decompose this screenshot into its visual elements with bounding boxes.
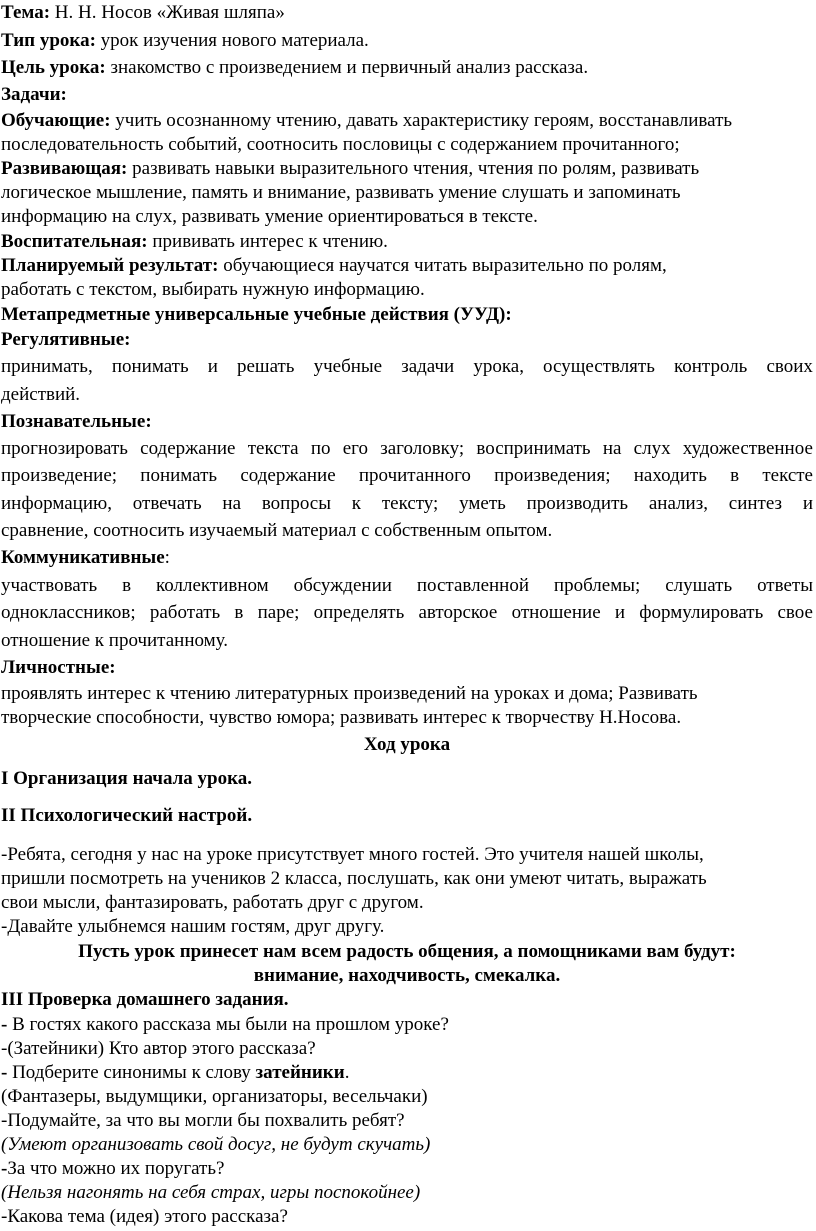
word: тексту; — [381, 493, 439, 514]
word: тексте — [762, 465, 813, 486]
word: прогнозировать — [1, 438, 128, 459]
hw-question-5: -За что можно их поругать? — [1, 1158, 225, 1179]
developing-label: Развивающая: — [1, 158, 128, 179]
cognitive-line-4: сравнение, соотносить изучаемый материал с собственным опытом. — [1, 520, 553, 541]
word: коллективном — [156, 575, 269, 596]
word: воспринимать — [476, 438, 591, 459]
developing-line-2: логическое мышление, память и внимание, развивать умение слушать и запоминать — [1, 182, 681, 203]
word: свое — [777, 602, 813, 623]
motto-line-1: Пусть урок принесет нам всем радость общения, а помощниками вам будут: — [78, 941, 736, 962]
word: учебные — [313, 356, 383, 377]
lesson-goal-text: знакомство с произведением и первичный анализ рассказа. — [105, 57, 589, 78]
hw-question-2: -(Затейники) Кто автор этого рассказа? — [1, 1038, 316, 1059]
word: производить — [526, 493, 629, 514]
word: в — [122, 575, 132, 596]
word: уметь — [459, 493, 506, 514]
regulatory-line-2: действий. — [1, 384, 81, 405]
word: в — [730, 465, 740, 486]
word: слух — [633, 438, 671, 459]
word: работать — [149, 602, 221, 623]
word: информацию, — [1, 493, 112, 514]
word: содержание — [240, 465, 336, 486]
topic-text: Н. Н. Носов «Живая шляпа» — [50, 2, 285, 23]
word: обсуждении — [293, 575, 392, 596]
hw-answer-3: (Фантазеры, выдумщики, организаторы, весельчаки) — [1, 1086, 428, 1107]
word: вопросы — [261, 493, 331, 514]
lesson-type-line — [1, 29, 369, 53]
word: слушать — [665, 575, 733, 596]
mood-line-3: свои мысли, фантазировать, работать друг с другом. — [1, 892, 424, 913]
word: формулировать — [639, 602, 764, 623]
word: определять — [313, 602, 405, 623]
word: на — [602, 438, 622, 459]
planned-label: Планируемый результат: — [1, 255, 219, 276]
communicative-line-2 — [1, 601, 813, 625]
upbringing-label: Воспитательная: — [1, 231, 148, 252]
mood-line-4: -Давайте улыбнемся нашим гостям, друг другу. — [1, 916, 385, 937]
word: ответы — [757, 575, 813, 596]
word: находить — [633, 465, 707, 486]
word: его — [342, 438, 368, 459]
word: прочитанного — [358, 465, 471, 486]
word: паре; — [257, 602, 300, 623]
section-1-heading: I Организация начала урока. — [1, 768, 253, 789]
hw-answer-4: (Умеют организовать свой досуг, не будут скучать) — [1, 1134, 431, 1155]
cognitive-line-2 — [1, 464, 813, 488]
tasks-heading: Задачи: — [1, 84, 67, 105]
lesson-type-label: Тип урока: — [1, 30, 96, 51]
word: авторское — [418, 602, 498, 623]
communicative-line-1 — [1, 574, 813, 598]
metasubject-heading: Метапредметные универсальные учебные действия (УУД): — [1, 304, 512, 325]
regulatory-heading: Регулятивные: — [1, 329, 131, 350]
word: задачи — [401, 356, 455, 377]
word: урока, — [473, 356, 524, 377]
word: заголовку; — [380, 438, 465, 459]
word: произведения; — [494, 465, 611, 486]
mood-line-1: -Ребята, сегодня у нас на уроке присутствует много гостей. Это учителя нашей школы, — [1, 844, 704, 865]
hw-question-1: - В гостях какого рассказа мы были на прошлом уроке? — [1, 1014, 449, 1035]
developing-line-1: Развивающая: развивать навыки выразительного чтения, чтения по ролям, развивать — [1, 158, 700, 179]
word: и — [802, 493, 813, 514]
word: контроль — [673, 356, 748, 377]
word: анализ, — [648, 493, 708, 514]
personal-line-2: творческие способности, чувство юмора; развивать интерес к творчеству Н.Носова. — [1, 707, 682, 728]
section-2-heading: II Психологический настрой. — [1, 805, 253, 826]
word: и — [207, 356, 218, 377]
educational-line-2: последовательность событий, соотносить пословицы с содержанием прочитанного; — [1, 134, 680, 155]
developing-line-3: информацию на слух, развивать умение ориентироваться в тексте. — [1, 206, 538, 227]
hw-question-3: - Подберите синонимы к слову затейники. — [1, 1062, 350, 1083]
educational-line-1: Обучающие: учить осознанному чтению, давать характеристику героям, восстанавливать — [1, 110, 733, 131]
communicative-heading: Коммуникативные: — [1, 547, 170, 568]
word: содержание — [140, 438, 236, 459]
word: художественное — [682, 438, 813, 459]
word: понимать — [140, 465, 218, 486]
topic-line — [1, 1, 285, 25]
word: проблемы; — [553, 575, 641, 596]
word: поставленной — [416, 575, 530, 596]
word: и — [614, 602, 626, 623]
word: решать — [237, 356, 295, 377]
hw-question-4: -Подумайте, за что вы могли бы похвалить ребят? — [1, 1110, 405, 1131]
hw-question-6: -Какова тема (идея) этого рассказа? — [1, 1206, 288, 1227]
regulatory-line-1 — [1, 355, 813, 379]
lesson-type-text: урок изучения нового материала. — [95, 30, 369, 51]
personal-line-1: проявлять интерес к чтению литературных произведений на уроках и дома; Развивать — [1, 683, 698, 704]
section-3-heading: III Проверка домашнего задания. — [1, 989, 289, 1010]
hw-answer-5: (Нельзя нагонять на себя страх, игры поспокойнее) — [1, 1182, 421, 1203]
word: синтез — [728, 493, 783, 514]
personal-heading: Личностные: — [1, 657, 116, 678]
word: участвовать — [1, 575, 98, 596]
cognitive-line-3 — [1, 492, 813, 516]
educational-label: Обучающие: — [1, 110, 111, 131]
word: отвечать — [132, 493, 202, 514]
topic-label: Тема: — [1, 2, 51, 23]
motto-line-2: внимание, находчивость, смекалка. — [253, 965, 561, 986]
word: своих — [766, 356, 813, 377]
word: одноклассников; — [1, 602, 136, 623]
communicative-line-3: отношение к прочитанному. — [1, 630, 228, 651]
word: к — [351, 493, 362, 514]
cognitive-line-1 — [1, 437, 813, 461]
planned-line-2: работать с текстом, выбирать нужную информацию. — [1, 279, 425, 300]
word: отношение — [511, 602, 601, 623]
word: в — [234, 602, 244, 623]
word: осуществлять — [543, 356, 655, 377]
word: по — [310, 438, 331, 459]
planned-line-1: Планируемый результат: обучающиеся научатся читать выразительно по ролям, — [1, 255, 667, 276]
word: на — [222, 493, 242, 514]
word: текста — [247, 438, 299, 459]
lesson-goal-label: Цель урока: — [1, 57, 106, 78]
mood-line-2: пришли посмотреть на учеников 2 класса, послушать, как они умеют читать, выражать — [1, 868, 707, 889]
word: произведение; — [1, 465, 118, 486]
word: понимать — [111, 356, 189, 377]
upbringing-line: Воспитательная: прививать интерес к чтению. — [1, 231, 388, 252]
cognitive-heading: Познавательные: — [1, 411, 152, 432]
course-heading: Ход урока — [363, 734, 451, 755]
lesson-goal-line — [1, 56, 588, 80]
word: принимать, — [1, 356, 93, 377]
